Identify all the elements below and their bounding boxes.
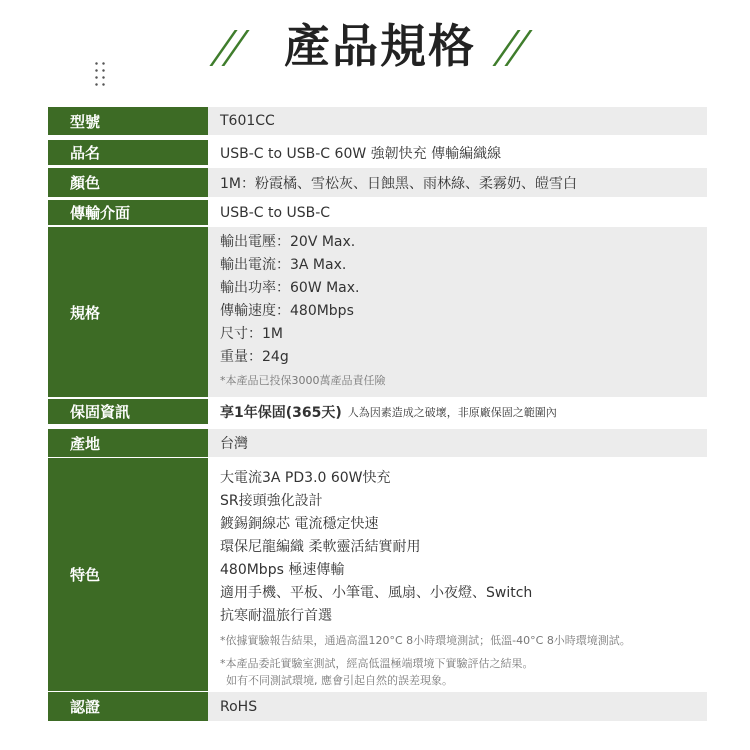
color-value: 1M：粉霞橘、雪松灰、日蝕黑、雨林綠、柔霧奶、皚雪白 <box>220 175 577 192</box>
row-value-interface <box>208 200 707 225</box>
header <box>0 0 750 90</box>
row-label-cert: 認證 <box>48 692 208 721</box>
row-label-warranty: 保固資訊 <box>48 399 208 424</box>
feature-note-2a: *本產品委託實驗室測試，經高低溫極端環境下實驗評估之結果。 <box>220 657 534 670</box>
feature-item: 抗寒耐溫旅行首選 <box>220 608 332 624</box>
feature-item: 480Mbps 極速傳輸 <box>220 562 345 578</box>
warranty-main: 享1年保固(365天) <box>220 404 342 421</box>
table-row <box>48 107 707 135</box>
row-label-model: 型號 <box>48 107 208 135</box>
spec-size: 尺寸：1M <box>220 326 283 342</box>
spec-voltage: 輸出電壓：20V Max. <box>220 234 356 250</box>
row-label-color: 顏色 <box>48 168 208 197</box>
interface-value: USB-C to USB-C <box>220 204 331 221</box>
spec-note: *本產品已投保3000萬產品責任險 <box>220 374 386 387</box>
model-value: T601CC <box>220 113 275 129</box>
warranty-sub: 人為因素造成之破壞，非原廠保固之範圍內 <box>347 405 557 419</box>
feature-item: 大電流3A PD3.0 60W快充 <box>220 470 391 486</box>
feature-item: 鍍錫銅線芯 電流穩定快速 <box>220 516 379 532</box>
row-value-cert <box>208 692 707 721</box>
row-value-warranty <box>208 399 707 424</box>
table-row <box>48 227 707 397</box>
spec-weight: 重量：24g <box>220 349 289 365</box>
spec-current: 輸出電流：3A Max. <box>220 257 347 273</box>
row-label-name: 品名 <box>48 140 208 165</box>
table-row <box>48 429 707 457</box>
slash-decoration <box>504 30 532 66</box>
row-value-color <box>208 168 707 197</box>
dots-decoration <box>93 60 107 90</box>
row-label-origin: 產地 <box>48 429 208 457</box>
row-label-features: 特色 <box>48 458 208 691</box>
table-row <box>48 140 707 165</box>
feature-item: 適用手機、平板、小筆電、風扇、小夜燈、Switch <box>220 585 533 601</box>
table-row <box>48 168 707 197</box>
origin-value: 台灣 <box>220 436 248 452</box>
feature-item: 環保尼龍編織 柔軟靈活結實耐用 <box>220 539 421 555</box>
table-row <box>48 200 707 225</box>
name-value: USB-C to USB-C 60W 強韌快充 傳輸編織線 <box>220 145 502 162</box>
row-value-features <box>208 458 707 691</box>
page-title: 產品規格 <box>284 19 476 73</box>
row-value-spec <box>208 227 707 397</box>
row-value-model <box>208 107 707 135</box>
slash-decoration <box>221 30 249 66</box>
feature-item: SR接頭強化設計 <box>220 493 323 509</box>
table-row <box>48 692 707 721</box>
row-value-origin <box>208 429 707 457</box>
spec-power: 輸出功率：60W Max. <box>220 280 360 296</box>
spec-speed: 傳輸速度：480Mbps <box>220 303 354 319</box>
row-label-interface: 傳輸介面 <box>48 200 208 225</box>
table-row <box>48 399 707 424</box>
table-row <box>48 458 707 691</box>
row-label-spec: 規格 <box>48 227 208 397</box>
feature-note-1: *依據實驗報告結果，通過高溫120°C 8小時環境測試；低溫-40°C 8小時環境測試。 <box>220 634 631 647</box>
row-value-name <box>208 140 707 165</box>
cert-value: RoHS <box>220 698 258 715</box>
feature-note-2b: 如有不同測試環境, 應會引起自然的誤差現象。 <box>226 674 453 687</box>
